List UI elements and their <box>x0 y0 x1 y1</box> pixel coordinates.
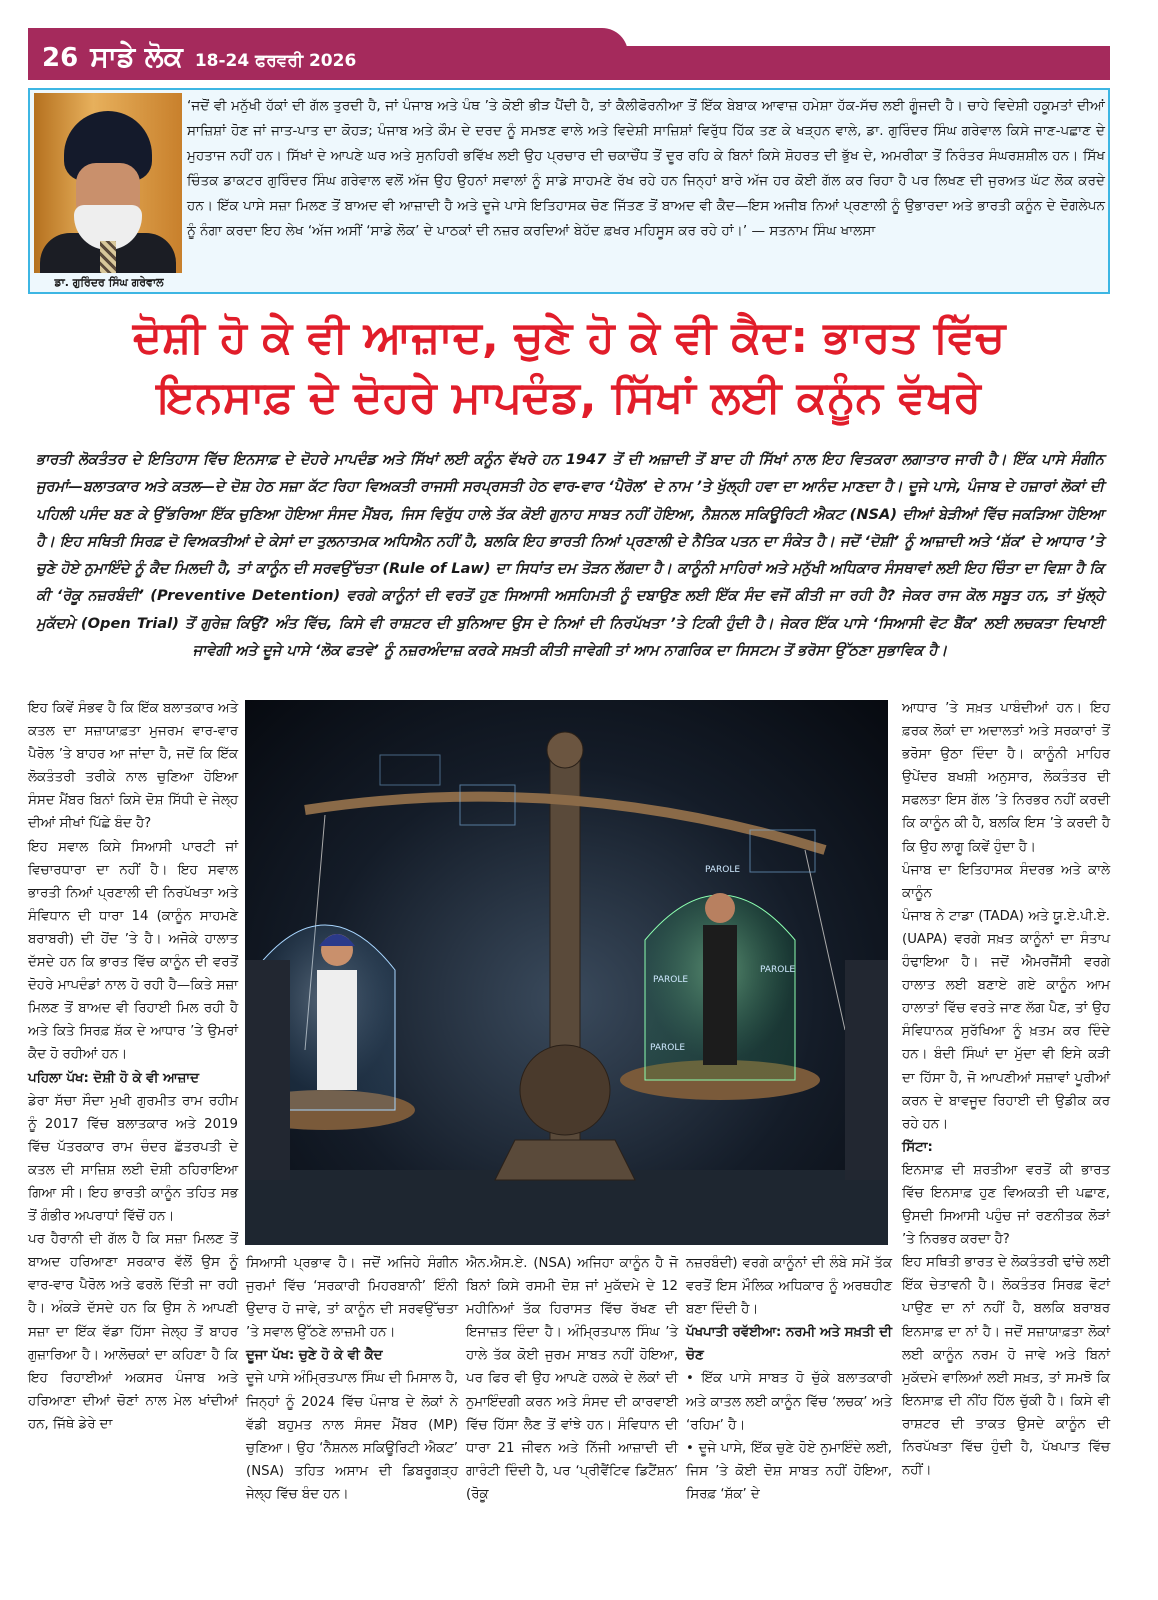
parole-label: PAROLE <box>650 1043 686 1053</box>
paragraph-text: • ਦੂਜੇ ਪਾਸੇ, ਇੱਕ ਚੁਣੇ ਹੋਏ ਨੁਮਾਇੰਦੇ ਲਈ, ਜਿਸ ’ਤੇ ਕੋਈ ਦੋਸ਼ ਸਾਬਤ ਨਹੀਂ ਹੋਇਆ, ਸਿਰਫ਼ ‘ਸ਼ੱਕ’ ਦੇ <box>686 1440 892 1502</box>
figure-right <box>703 925 737 1065</box>
figure-suit-right <box>845 960 888 1180</box>
column-bottom-3 <box>686 1252 892 1506</box>
paragraph <box>28 697 238 836</box>
lead-paragraph: ਭਾਰਤੀ ਲੋਕਤੰਤਰ ਦੇ ਇਤਿਹਾਸ ਵਿੱਚ ਇਨਸਾਫ਼ ਦੇ ਦੋਹਰੇ ਮਾਪਦੰਡ ਅਤੇ ਸਿੱਖਾਂ ਲਈ ਕਨੂੰਨ ਵੱਖਰੇ ਹਨ 1947 ਤੋਂ ਦੀ ਅਜ਼ਾਦੀ ਤੋਂ ਬਾਦ ਹੀ ਸਿੱਖਾਂ ਨਾਲ ਇਹ ਵਿਤਕਰਾ ਲਗਾਤਾਰ ਜਾਰੀ ਹੈ। ਇੱਕ ਪਾਸੇ ਸੰਗੀਨ ਜੁਰਮਾਂ—ਬਲਾਤਕਾਰ ਅਤੇ ਕਤਲ—ਦੇ ਦੋਸ਼ ਹੇਠ ਸਜ਼ਾ ਕੱਟ ਰਿਹਾ ਵਿਅਕਤੀ ਰਾਜਸੀ ਸਰਪ੍ਰਸਤੀ ਹੇਠ ਵਾਰ-ਵਾਰ ‘ਪੈਰੋਲ’ ਦੇ ਨਾਮ ’ਤੇ ਖੁੱਲ੍ਹੀ ਹਵਾ ਦਾ ਆਨੰਦ ਮਾਣਦਾ ਹੈ। ਦੂਜੇ ਪਾਸੇ, ਪੰਜਾਬ ਦੇ ਹਜ਼ਾਰਾਂ ਲੋਕਾਂ ਦੀ ਪਹਿਲੀ ਪਸੰਦ ਬਣ ਕੇ ਉੱਭਰਿਆ ਇੱਕ ਚੁਣਿਆ ਹੋਇਆ ਸੰਸਦ ਮੈਂਬਰ, ਜਿਸ ਵਿਰੁੱਧ ਹਾਲੇ ਤੱਕ ਕੋਈ ਗੁਨਾਹ ਸਾਬਤ ਨਹੀਂ ਹੋਇਆ, ਨੈਸ਼ਨਲ ਸਕਿਊਰਿਟੀ ਐਕਟ (NSA) ਦੀਆਂ ਬੇੜੀਆਂ ਵਿੱਚ ਜਕੜਿਆ ਹੋਇਆ ਹੈ। ਇਹ ਸਥਿਤੀ ਸਿਰਫ਼ ਦੋ ਵਿਅਕਤੀਆਂ ਦੇ ਕੇਸਾਂ ਦਾ ਤੁਲਨਾਤਮਕ ਅਧਿਐਨ ਨਹੀਂ ਹੈ, ਬਲਕਿ ਇਹ ਭਾਰਤੀ ਨਿਆਂ ਪ੍ਰਣਾਲੀ ਦੇ ਨੈਤਿਕ ਪਤਨ ਦਾ ਸੰਕੇਤ ਹੈ। ਜਦੋਂ ‘ਦੋਸ਼ੀ’ ਨੂੰ ਆਜ਼ਾਦੀ ਅਤੇ ‘ਸ਼ੱਕ’ ਦੇ ਆਧਾਰ ’ਤੇ ਚੁਣੇ ਹੋਏ ਨੁਮਾਇੰਦੇ ਨੂੰ ਕੈਦ ਮਿਲਦੀ ਹੈ, ਤਾਂ ਕਾਨੂੰਨ ਦੀ ਸਰਵਉੱਚਤਾ (Rule of Law) ਦਾ ਸਿਧਾਂਤ ਦਮ ਤੋੜਨ ਲੱਗਦਾ ਹੈ। ਕਾਨੂੰਨੀ ਮਾਹਿਰਾਂ ਅਤੇ ਮਨੁੱਖੀ ਅਧਿਕਾਰ ਸੰਸਥਾਵਾਂ ਲਈ ਇਹ ਚਿੰਤਾ ਦਾ ਵਿਸ਼ਾ ਹੈ ਕਿ ਕੀ ‘ਰੋਕੂ ਨਜ਼ਰਬੰਦੀ’ (Preventive Detention) ਵਰਗੇ ਕਾਨੂੰਨਾਂ ਦੀ ਵਰਤੋਂ ਹੁਣ ਸਿਆਸੀ ਅਸਹਿਮਤੀ ਨੂੰ ਦਬਾਉਣ ਲਈ ਇੱਕ ਸੰਦ ਵਜੋਂ ਕੀਤੀ ਜਾ ਰਹੀ ਹੈ? ਜੇਕਰ ਰਾਜ ਕੋਲ ਸਬੂਤ ਹਨ, ਤਾਂ ਖੁੱਲ੍ਹੇ ਮੁਕੱਦਮੇ (Open Trial) ਤੋਂ ਗੁਰੇਜ਼ ਕਿਉਂ? ਅੰਤ ਵਿੱਚ, ਕਿਸੇ ਵੀ ਰਾਸ਼ਟਰ ਦੀ ਬੁਨਿਆਦ ਉਸ ਦੇ ਨਿਆਂ ਦੀ ਨਿਰਪੱਖਤਾ ’ਤੇ ਟਿਕੀ ਹੁੰਦੀ ਹੈ। ਜੇਕਰ ਇੱਕ ਪਾਸੇ ‘ਸਿਆਸੀ ਵੋਟ ਬੈਂਕ’ ਲਈ ਲਚਕਤਾ ਦਿਖਾਈ ਜਾਵੇਗੀ ਅਤੇ ਦੂਜੇ ਪਾਸੇ ‘ਲੋਕ ਫਤਵੇ’ ਨੂੰ ਨਜ਼ਰਅੰਦਾਜ਼ ਕਰਕੇ ਸਖ਼ਤੀ ਕੀਤੀ ਜਾਵੇਗੀ ਤਾਂ ਆਮ ਨਾਗਰਿਕ ਦਾ ਸਿਸਟਮ ਤੋਂ ਭਰੋਸਾ ਉੱਠਣਾ ਸੁਭਾਵਿਕ ਹੈ। <box>36 451 1104 660</box>
column-bottom-2 <box>466 1252 678 1506</box>
column-right <box>902 697 1110 1482</box>
paragraph <box>902 1136 1110 1251</box>
paragraph-text: ਦੂਜੇ ਪਾਸੇ ਅੰਮ੍ਰਿਤਪਾਲ ਸਿੰਘ ਦੀ ਮਿਸਾਲ ਹੈ, ਜਿਨ੍ਹਾਂ ਨੂੰ 2024 ਵਿੱਚ ਪੰਜਾਬ ਦੇ ਲੋਕਾਂ ਨੇ ਵੱਡੀ ਬਹੁਮਤ ਨਾਲ ਸੰਸਦ ਮੈਂਬਰ (MP) ਚੁਣਿਆ। ਉਹ ‘ਨੈਸ਼ਨਲ ਸਕਿਊਰਿਟੀ ਐਕਟ’ (NSA) ਤਹਿਤ ਅਸਾਮ ਦੀ ਡਿਬਰੂਗੜ੍ਹ ਜੇਲ੍ਹ ਵਿੱਚ ਬੰਦ ਹਨ। <box>246 1371 458 1502</box>
paragraph-text: ਸਿਆਸੀ ਪ੍ਰਭਾਵ ਹੈ। ਜਦੋਂ ਅਜਿਹੇ ਸੰਗੀਨ ਜੁਰਮਾਂ ਵਿੱਚ ‘ਸਰਕਾਰੀ ਮਿਹਰਬਾਨੀ’ ਇੰਨੀ ਉਦਾਰ ਹੋ ਜਾਵੇ, ਤਾਂ ਕਾਨੂੰਨ ਦੀ ਸਰਵਉੱਚਤਾ ’ਤੇ ਸਵਾਲ ਉੱਠਣੇ ਲਾਜ਼ਮੀ ਹਨ। <box>246 1256 458 1341</box>
paragraph <box>686 1367 892 1436</box>
justice-scale-illustration <box>245 700 888 1245</box>
intro-text: ‘ਜਦੋਂ ਵੀ ਮਨੁੱਖੀ ਹੱਕਾਂ ਦੀ ਗੱਲ ਤੁਰਦੀ ਹੈ, ਜਾਂ ਪੰਜਾਬ ਅਤੇ ਪੰਥ ’ਤੇ ਕੋਈ ਭੀੜ ਪੈਂਦੀ ਹੈ, ਤਾਂ ਕੈਲੀਫੋਰਨੀਆ ਤੋਂ ਇੱਕ ਬੇਬਾਕ ਆਵਾਜ਼ ਹਮੇਸ਼ਾ ਹੱਕ-ਸੱਚ ਲਈ ਗੂੰਜਦੀ ਹੈ। ਚਾਹੇ ਵਿਦੇਸ਼ੀ ਹਕੂਮਤਾਂ ਦੀਆਂ ਸਾਜ਼ਿਸ਼ਾਂ ਹੋਣ ਜਾਂ ਜਾਤ-ਪਾਤ ਦਾ ਕੋਹੜ; ਪੰਜਾਬ ਅਤੇ ਕੌਮ ਦੇ ਦਰਦ ਨੂੰ ਸਮਝਣ ਵਾਲੇ ਅਤੇ ਵਿਦੇਸ਼ੀ ਸਾਜ਼ਿਸ਼ਾਂ ਵਿਰੁੱਧ ਹਿੱਕ ਤਣ ਕੇ ਖੜ੍ਹਨ ਵਾਲੇ, ਡਾ. ਗੁਰਿੰਦਰ ਸਿੰਘ ਗਰੇਵਾਲ ਕਿਸੇ ਜਾਣ-ਪਛਾਣ ਦੇ ਮੁਹਤਾਜ ਨਹੀਂ ਹਨ। ਸਿੱਖਾਂ ਦੇ ਆਪਣੇ ਘਰ ਅਤੇ ਸੁਨਹਿਰੀ ਭਵਿੱਖ ਲਈ ਉਹ ਪ੍ਰਚਾਰ ਦੀ ਚਕਾਚੌਂਧ ਤੋਂ ਦੂਰ ਰਹਿ ਕੇ ਬਿਨਾਂ ਕਿਸੇ ਸ਼ੋਹਰਤ ਦੀ ਭੁੱਖ ਦੇ, ਅਮਰੀਕਾ ਤੋਂ ਨਿਰੰਤਰ ਸੰਘਰਸ਼ਸ਼ੀਲ ਹਨ। ਸਿੱਖ ਚਿੰਤਕ ਡਾਕਟਰ ਗੁਰਿੰਦਰ ਸਿੰਘ ਗਰੇਵਾਲ ਵਲੋਂ ਅੱਜ ਉਹ ਉਹਨਾਂ ਸਵਾਲਾਂ ਨੂੰ ਸਾਡੇ ਸਾਹਮਣੇ ਰੱਖ ਰਹੇ ਹਨ ਜਿਨ੍ਹਾਂ ਬਾਰੇ ਅੱਜ ਹਰ ਕੋਈ ਗੱਲ ਕਰ ਰਿਹਾ ਹੈ ਪਰ ਲਿਖਣ ਦੀ ਜੁਰਅਤ ਘੱਟ ਲੋਕ ਕਰਦੇ ਹਨ। ਇੱਕ ਪਾਸੇ ਸਜ਼ਾ ਮਿਲਣ ਤੋਂ ਬਾਅਦ ਵੀ ਆਜ਼ਾਦੀ ਹੈ ਅਤੇ ਦੂਜੇ ਪਾਸੇ ਇਤਿਹਾਸਕ ਚੋਣ ਜਿੱਤਣ ਤੋਂ ਬਾਅਦ ਵੀ ਕੈਦ—ਇਸ ਅਜੀਬ ਨਿਆਂ ਪ੍ਰਣਾਲੀ ਨੂੰ ਉਭਾਰਦਾ ਅਤੇ ਭਾਰਤੀ ਕਨੂੰਨ ਦੇ ਦੋਗਲੇਪਨ ਨੂੰ ਨੰਗਾ ਕਰਦਾ ਇਹ ਲੇਖ ‘ਅੱਜ ਅਸੀਂ ‘ਸਾਡੇ ਲੋਕ’ ਦੇ ਪਾਠਕਾਂ ਦੀ ਨਜ਼ਰ ਕਰਦਿਆਂ ਬੇਹੱਦ ਫ਼ਖਰ ਮਹਿਸੂਸ ਕਰ ਰਹੇ ਹਾਂ।’ — ਸਤਨਾਮ ਸਿੰਘ ਖਾਲਸਾ <box>187 98 1105 239</box>
paragraph-text: ਪੰਜਾਬ ਦਾ ਇਤਿਹਾਸਕ ਸੰਦਰਭ ਅਤੇ ਕਾਲੇ ਕਾਨੂੰਨ <box>902 862 1110 901</box>
subheading: ਪਹਿਲਾ ਪੱਖ: ਦੋਸ਼ੀ ਹੋ ਕੇ ਵੀ ਆਜ਼ਾਦ <box>28 1070 199 1086</box>
masthead <box>42 40 356 74</box>
figure-left <box>317 970 357 1090</box>
column-bottom-1 <box>246 1252 458 1506</box>
paragraph-text: ਨਜ਼ਰਬੰਦੀ) ਵਰਗੇ ਕਾਨੂੰਨਾਂ ਦੀ ਲੰਬੇ ਸਮੇਂ ਤੱਕ ਵਰਤੋਂ ਇਸ ਮੌਲਿਕ ਅਧਿਕਾਰ ਨੂੰ ਅਰਥਹੀਣ ਬਣਾ ਦਿੰਦੀ ਹੈ। <box>686 1256 892 1318</box>
paragraph-text: ਪੰਜਾਬ ਨੇ ਟਾਡਾ (TADA) ਅਤੇ ਯੂ.ਏ.ਪੀ.ਏ. (UAPA) ਵਰਗੇ ਸਖ਼ਤ ਕਾਨੂੰਨਾਂ ਦਾ ਸੰਤਾਪ ਹੰਢਾਇਆ ਹੈ। ਜਦੋਂ ਐਮਰਜੈਂਸੀ ਵਰਗੇ ਹਾਲਾਤ ਲਈ ਬਣਾਏ ਗਏ ਕਾਨੂੰਨ ਆਮ ਹਾਲਾਤਾਂ ਵਿੱਚ ਵਰਤੇ ਜਾਣ ਲੱਗ ਪੈਣ, ਤਾਂ ਉਹ ਸੰਵਿਧਾਨਕ ਸੁਰੱਖਿਆ ਨੂੰ ਖ਼ਤਮ ਕਰ ਦਿੰਦੇ ਹਨ। ਬੰਦੀ ਸਿੰਘਾਂ ਦਾ ਮੁੱਦਾ ਵੀ ਇਸੇ ਕੜੀ ਦਾ ਹਿੱਸਾ ਹੈ, ਜੋ ਆਪਣੀਆਂ ਸਜ਼ਾਵਾਂ ਪੂਰੀਆਂ ਕਰਨ ਦੇ ਬਾਵਜੂਦ ਰਿਹਾਈ ਦੀ ਉਡੀਕ ਕਰ ਰਹੇ ਹਨ। <box>902 908 1110 1132</box>
headline-line-2: ਇਨਸਾਫ਼ ਦੇ ਦੋਹਰੇ ਮਾਪਦੰਡ, ਸਿੱਖਾਂ ਲਈ ਕਨੂੰਨ ਵੱਖਰੇ <box>157 372 981 423</box>
paragraph <box>902 1251 1110 1482</box>
headline <box>28 308 1110 428</box>
subheading: ਪੱਖਪਾਤੀ ਰਵੱਈਆ: ਨਰਮੀ ਅਤੇ ਸਖ਼ਤੀ ਦੀ ਚੋਣ <box>686 1325 892 1364</box>
column-left <box>28 697 238 1436</box>
paragraph <box>902 697 1110 859</box>
chain-right <box>805 850 845 1030</box>
paragraph-text: ਇਹ ਕਿਵੇਂ ਸੰਭਵ ਹੈ ਕਿ ਇੱਕ ਬਲਾਤਕਾਰ ਅਤੇ ਕਤਲ ਦਾ ਸਜ਼ਾਯਾਫ਼ਤਾ ਮੁਜਰਮ ਵਾਰ-ਵਾਰ ਪੈਰੋਲ ’ਤੇ ਬਾਹਰ ਆ ਜਾਂਦਾ ਹੈ, ਜਦੋਂ ਕਿ ਇੱਕ ਲੋਕਤੰਤਰੀ ਤਰੀਕੇ ਨਾਲ ਚੁਣਿਆ ਹੋਇਆ ਸੰਸਦ ਮੈਂਬਰ ਬਿਨਾਂ ਕਿਸੇ ਦੋਸ਼ ਸਿੱਧੀ ਦੇ ਜੇਲ੍ਹ ਦੀਆਂ ਸੀਖਾਂ ਪਿੱਛੇ ਬੰਦ ਹੈ? <box>28 701 238 832</box>
paragraph <box>28 836 238 1067</box>
parole-label: PAROLE <box>760 965 796 975</box>
paragraph-text: ਇਹ ਸਥਿਤੀ ਭਾਰਤ ਦੇ ਲੋਕਤੰਤਰੀ ਢਾਂਚੇ ਲਈ ਇੱਕ ਚੇਤਾਵਨੀ ਹੈ। ਲੋਕਤੰਤਰ ਸਿਰਫ਼ ਵੋਟਾਂ ਪਾਉਣ ਦਾ ਨਾਂ ਨਹੀਂ ਹੈ, ਬਲਕਿ ਬਰਾਬਰ ਇਨਸਾਫ਼ ਦਾ ਨਾਂ ਹੈ। ਜਦੋਂ ਸਜ਼ਾਯਾਫ਼ਤਾ ਲੋਕਾਂ ਲਈ ਕਾਨੂੰਨ ਨਰਮ ਹੋ ਜਾਵੇ ਅਤੇ ਬਿਨਾਂ ਮੁਕੱਦਮੇ ਵਾਲਿਆਂ ਲਈ ਸਖ਼ਤ, ਤਾਂ ਸਮਝੋ ਕਿ ਇਨਸਾਫ਼ ਦੀ ਨੀਂਹ ਹਿੱਲ ਚੁੱਕੀ ਹੈ। ਕਿਸੇ ਵੀ ਰਾਸ਼ਟਰ ਦੀ ਤਾਕਤ ਉਸਦੇ ਕਾਨੂੰਨ ਦੀ ਨਿਰਪੱਖਤਾ ਵਿੱਚ ਹੁੰਦੀ ਹੈ, ਪੱਖਪਾਤ ਵਿੱਚ ਨਹੀਂ। <box>902 1255 1110 1479</box>
paragraph <box>686 1321 892 1367</box>
parole-label: PAROLE <box>705 865 741 875</box>
paragraph-text: ਐਨ.ਐਸ.ਏ. (NSA) ਅਜਿਹਾ ਕਾਨੂੰਨ ਹੈ ਜੋ ਬਿਨਾਂ ਕਿਸੇ ਰਸਮੀ ਦੋਸ਼ ਜਾਂ ਮੁਕੱਦਮੇ ਦੇ 12 ਮਹੀਨਿਆਂ ਤੱਕ ਹਿਰਾਸਤ ਵਿੱਚ ਰੱਖਣ ਦੀ ਇਜਾਜ਼ਤ ਦਿੰਦਾ ਹੈ। ਅੰਮ੍ਰਿਤਪਾਲ ਸਿੰਘ ’ਤੇ ਹਾਲੇ ਤੱਕ ਕੋਈ ਜੁਰਮ ਸਾਬਤ ਨਹੀਂ ਹੋਇਆ, ਪਰ ਫਿਰ ਵੀ ਉਹ ਆਪਣੇ ਹਲਕੇ ਦੇ ਲੋਕਾਂ ਦੀ ਨੁਮਾਇੰਦਗੀ ਕਰਨ ਅਤੇ ਸੰਸਦ ਦੀ ਕਾਰਵਾਈ ਵਿੱਚ ਹਿੱਸਾ ਲੈਣ ਤੋਂ ਵਾਂਝੇ ਹਨ। ਸੰਵਿਧਾਨ ਦੀ ਧਾਰਾ 21 ਜੀਵਨ ਅਤੇ ਨਿੱਜੀ ਆਜ਼ਾਦੀ ਦੀ ਗਾਰੰਟੀ ਦਿੰਦੀ ਹੈ, ਪਰ ‘ਪ੍ਰੀਵੈਂਟਿਵ ਡਿਟੈਂਸ਼ਨ’ (ਰੋਕੂ <box>466 1256 678 1502</box>
paragraph-text: • ਇੱਕ ਪਾਸੇ ਸਾਬਤ ਹੋ ਚੁੱਕੇ ਬਲਾਤਕਾਰੀ ਅਤੇ ਕਾਤਲ ਲਈ ਕਾਨੂੰਨ ਵਿੱਚ ‘ਲਚਕ’ ਅਤੇ ‘ਰਹਿਮ’ ਹੈ। <box>686 1371 892 1433</box>
author-photo <box>34 93 182 273</box>
paragraph-text: ਪਰ ਹੈਰਾਨੀ ਦੀ ਗੱਲ ਹੈ ਕਿ ਸਜ਼ਾ ਮਿਲਣ ਤੋਂ ਬਾਅਦ ਹਰਿਆਣਾ ਸਰਕਾਰ ਵੱਲੋਂ ਉਸ ਨੂੰ ਵਾਰ-ਵਾਰ ਪੈਰੋਲ ਅਤੇ ਫਰਲੋ ਦਿੱਤੀ ਜਾ ਰਹੀ ਹੈ। ਅੰਕੜੇ ਦੱਸਦੇ ਹਨ ਕਿ ਉਸ ਨੇ ਆਪਣੀ ਸਜ਼ਾ ਦਾ ਇੱਕ ਵੱਡਾ ਹਿੱਸਾ ਜੇਲ੍ਹ ਤੋਂ ਬਾਹਰ ਗੁਜ਼ਾਰਿਆ ਹੈ। ਆਲੋਚਕਾਂ ਦਾ ਕਹਿਣਾ ਹੈ ਕਿ ਇਹ ਰਿਹਾਈਆਂ ਅਕਸਰ ਪੰਜਾਬ ਅਤੇ ਹਰਿਆਣਾ ਦੀਆਂ ਚੋਣਾਂ ਨਾਲ ਮੇਲ ਖਾਂਦੀਆਂ ਹਨ, ਜਿੱਥੇ ਡੇਰੇ ਦਾ <box>28 1232 238 1432</box>
paragraph <box>466 1252 678 1506</box>
figure-suit-left <box>245 960 290 1180</box>
paragraph <box>246 1344 458 1506</box>
parole-label: PAROLE <box>653 975 689 985</box>
paragraph <box>246 1252 458 1344</box>
paragraph <box>686 1252 892 1321</box>
paragraph <box>902 905 1110 1136</box>
subheading: ਸਿੱਟਾ: <box>902 1139 933 1155</box>
paragraph-text: ਇਹ ਸਵਾਲ ਕਿਸੇ ਸਿਆਸੀ ਪਾਰਟੀ ਜਾਂ ਵਿਚਾਰਧਾਰਾ ਦਾ ਨਹੀਂ ਹੈ। ਇਹ ਸਵਾਲ ਭਾਰਤੀ ਨਿਆਂ ਪ੍ਰਣਾਲੀ ਦੀ ਨਿਰਪੱਖਤਾ ਅਤੇ ਸੰਵਿਧਾਨ ਦੀ ਧਾਰਾ 14 (ਕਾਨੂੰਨ ਸਾਹਮਣੇ ਬਰਾਬਰੀ) ਦੀ ਹੋਂਦ ’ਤੇ ਹੈ। ਅਜੋਕੇ ਹਾਲਾਤ ਦੱਸਦੇ ਹਨ ਕਿ ਭਾਰਤ ਵਿੱਚ ਕਾਨੂੰਨ ਦੀ ਵਰਤੋਂ ਦੋਹਰੇ ਮਾਪਦੰਡਾਂ ਨਾਲ ਹੋ ਰਹੀ ਹੈ—ਕਿਤੇ ਸਜ਼ਾ ਮਿਲਣ ਤੋਂ ਬਾਅਦ ਵੀ ਰਿਹਾਈ ਮਿਲ ਰਹੀ ਹੈ ਅਤੇ ਕਿਤੇ ਸਿਰਫ਼ ਸ਼ੱਕ ਦੇ ਆਧਾਰ ’ਤੇ ਉਮਰਾਂ ਕੈਦ ਹੋ ਰਹੀਆਂ ਹਨ। <box>28 839 238 1063</box>
issue-date: 18-24 ਫਰਵਰੀ 2026 <box>194 51 357 71</box>
headline-line-1: ਦੋਸ਼ੀ ਹੋ ਕੇ ਵੀ ਆਜ਼ਾਦ, ਚੁਣੇ ਹੋ ਕੇ ਵੀ ਕੈਦ: ਭਾਰਤ ਵਿੱਚ <box>132 312 1006 363</box>
photo-caption: ਡਾ. ਗੁਰਿੰਦਰ ਸਿੰਘ ਗਰੇਵਾਲ <box>54 276 164 289</box>
paragraph <box>28 1228 238 1436</box>
intro-box <box>28 88 1110 294</box>
page-number: 26 <box>42 43 79 73</box>
paragraph-text: ਆਧਾਰ ’ਤੇ ਸਖ਼ਤ ਪਾਬੰਦੀਆਂ ਹਨ। ਇਹ ਫ਼ਰਕ ਲੋਕਾਂ ਦਾ ਅਦਾਲਤਾਂ ਅਤੇ ਸਰਕਾਰਾਂ ਤੋਂ ਭਰੋਸਾ ਉਠਾ ਦਿੰਦਾ ਹੈ। ਕਾਨੂੰਨੀ ਮਾਹਿਰ ਉਪੇਂਦਰ ਬਖਸ਼ੀ ਅਨੁਸਾਰ, ਲੋਕਤੰਤਰ ਦੀ ਸਫਲਤਾ ਇਸ ਗੱਲ ’ਤੇ ਨਿਰਭਰ ਨਹੀਂ ਕਰਦੀ ਕਿ ਕਾਨੂੰਨ ਕੀ ਹੈ, ਬਲਕਿ ਇਸ ’ਤੇ ਕਰਦੀ ਹੈ ਕਿ ਉਹ ਲਾਗੂ ਕਿਵੇਂ ਹੁੰਦਾ ਹੈ। <box>902 701 1110 855</box>
publication-name: ਸਾਡੇ ਲੋਕ <box>90 40 183 73</box>
paragraph-text: ਇਨਸਾਫ਼ ਦੀ ਸ਼ਰਤੀਆ ਵਰਤੋਂ ਕੀ ਭਾਰਤ ਵਿੱਚ ਇਨਸਾਫ਼ ਹੁਣ ਵਿਅਕਤੀ ਦੀ ਪਛਾਣ, ਉਸਦੀ ਸਿਆਸੀ ਪਹੁੰਚ ਜਾਂ ਰਣਨੀਤਕ ਲੋੜਾਂ ’ਤੇ ਨਿਰਭਰ ਕਰਦਾ ਹੈ? <box>902 1162 1110 1248</box>
paragraph <box>902 859 1110 905</box>
paragraph <box>686 1437 892 1506</box>
paragraph-text: ਡੇਰਾ ਸੱਚਾ ਸੌਦਾ ਮੁਖੀ ਗੁਰਮੀਤ ਰਾਮ ਰਹੀਮ ਨੂੰ 2017 ਵਿੱਚ ਬਲਾਤਕਾਰ ਅਤੇ 2019 ਵਿੱਚ ਪੱਤਰਕਾਰ ਰਾਮ ਚੰਦਰ ਛੱਤਰਪਤੀ ਦੇ ਕਤਲ ਦੀ ਸਾਜ਼ਿਸ਼ ਲਈ ਦੋਸ਼ੀ ਠਹਿਰਾਇਆ ਗਿਆ ਸੀ। ਇਹ ਭਾਰਤੀ ਕਾਨੂੰਨ ਤਹਿਤ ਸਭ ਤੋਂ ਗੰਭੀਰ ਅਪਰਾਧਾਂ ਵਿੱਚੋਂ ਹਨ। <box>28 1093 238 1225</box>
paragraph <box>28 1067 238 1229</box>
subheading: ਦੂਜਾ ਪੱਖ: ਚੁਣੇ ਹੋ ਕੇ ਵੀ ਕੈਦ <box>246 1348 383 1364</box>
